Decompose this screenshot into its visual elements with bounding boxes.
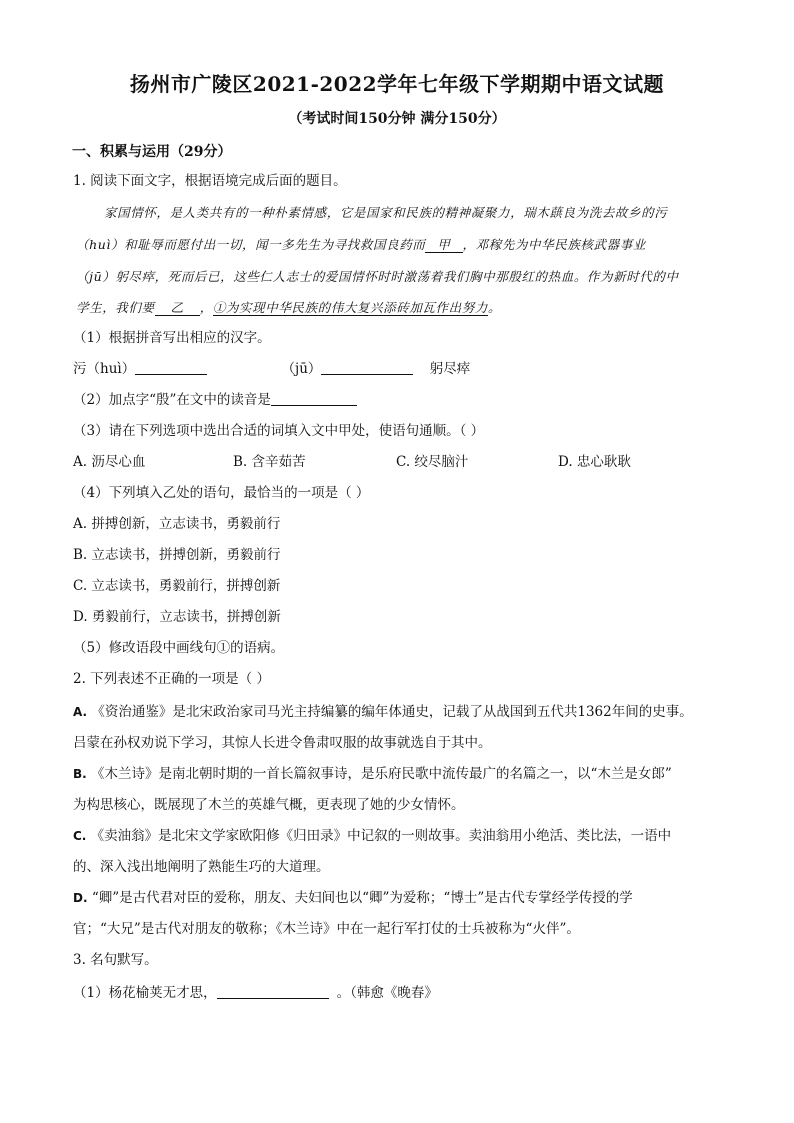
q1-sub4-option-c[interactable]: C. 立志读书，勇毅前行，拼搏创新 [73,578,281,594]
q1-sub4-option-a[interactable]: A. 拼搏创新，立志读书，勇毅前行 [73,516,281,532]
q1-sub1-stem: （1）根据拼音写出相应的汉字。 [73,330,271,346]
q1-passage-line-3: （jū）躬尽瘁，死而后已，这些仁人志士的爱国情怀时时激荡着我们胸中那殷红的热血。作为新时代的中 [76,269,679,284]
q1-sub3-option-a[interactable]: A. 沥尽心血 [73,454,146,470]
q2-option-b[interactable]: B. 《木兰诗》是南北朝时期的一首长篇叙事诗，是乐府民歌中流传最广的名篇之一，以“木兰是女郎” [73,766,672,782]
answer-blank[interactable] [321,360,413,375]
q1-sub4-stem: （4）下列填入乙处的语句，最恰当的一项是（ ） [73,485,370,501]
q2-option-d-cont: 官；“大兄”是古代对朋友的敬称；《木兰诗》中在一起行军打仗的士兵被称为“火伴”。 [73,921,580,937]
q2-option-c-cont: 的、深入浅出地阐明了熟能生巧的大道理。 [73,859,330,875]
q1-passage-line-4: 学生，我们要 乙 ，①为实现中华民族的伟大复兴添砖加瓦作出努力。 [76,300,502,315]
q3-stem: 3. 名句默写。 [73,952,158,968]
q1-sub3-option-b[interactable]: B. 含辛茹苦 [233,454,306,470]
q1-stem: 1. 阅读下面文字，根据语境完成后面的题目。 [73,173,347,189]
q2-option-b-cont: 为构思核心，既展现了木兰的英雄气概，更表现了她的少女情怀。 [73,797,465,813]
answer-blank[interactable] [135,360,207,375]
q1-sub2: （2）加点字“殷”在文中的读音是 [73,390,357,410]
q1-passage-line-2: （huì）和耻辱而愿付出一切，闻一多先生为寻找救国良药而 甲 ，邓稼先为中华民族核武器事业 [76,237,646,252]
answer-blank[interactable] [271,391,357,406]
q1-sub3-stem: （3）请在下列选项中选出合适的词填入文中甲处，使语句通顺。（ ） [73,423,485,439]
q1-passage-line-1: 家国情怀，是人类共有的一种朴素情感，它是国家和民族的精神凝聚力，瑞木蕻良为洗去故乡的污 [104,205,668,220]
q1-sub3-option-d[interactable]: D. 忠心耿耿 [558,454,631,470]
q2-stem: 2. 下列表述不正确的一项是（ ） [73,671,270,687]
q2-option-a-cont: 吕蒙在孙权劝说下学习，其惊人长进令鲁肃叹服的故事就选自于其中。 [73,735,492,751]
q2-option-c[interactable]: C. 《卖油翁》是北宋文学家欧阳修《归田录》中记叙的一则故事。卖油翁用小绝活、类比法，一语中 [73,828,672,844]
page-subtitle: （考试时间150分钟 满分150分） [288,111,506,127]
q2-option-a[interactable]: A. 《资治通鉴》是北宋政治家司马光主持编纂的编年体通史，记载了从战国到五代共1362年间的史事。 [73,704,693,720]
q1-sub4-option-b[interactable]: B. 立志读书，拼搏创新，勇毅前行 [73,547,281,563]
section-heading: 一、积累与运用（29分） [72,144,232,160]
q1-sub4-option-d[interactable]: D. 勇毅前行，立志读书，拼搏创新 [73,609,281,625]
blank-jia: 甲 [425,237,462,253]
page-title: 扬州市广陵区2021-2022学年七年级下学期期中语文试题 [129,72,665,96]
answer-blank[interactable] [217,984,329,999]
q1-sub1-answers: 污（huì） （jū） 躬尽瘁 [73,361,471,377]
underlined-sentence-1: ①为实现中华民族的伟大复兴添砖加瓦作出努力 [212,300,488,315]
blank-yi: 乙 [155,300,200,316]
q3-sub1: （1）杨花榆荚无才思， 。（韩愈《晚春》 [73,985,438,1001]
q1-sub5-stem: （5）修改语段中画线句①的语病。 [73,640,285,656]
q2-option-d[interactable]: D. “卿”是古代君对臣的爱称，朋友、夫妇间也以“卿”为爱称；“博士”是古代专掌经学传授的学 [73,890,633,906]
q1-sub3-option-c[interactable]: C. 绞尽脑汁 [396,454,469,470]
